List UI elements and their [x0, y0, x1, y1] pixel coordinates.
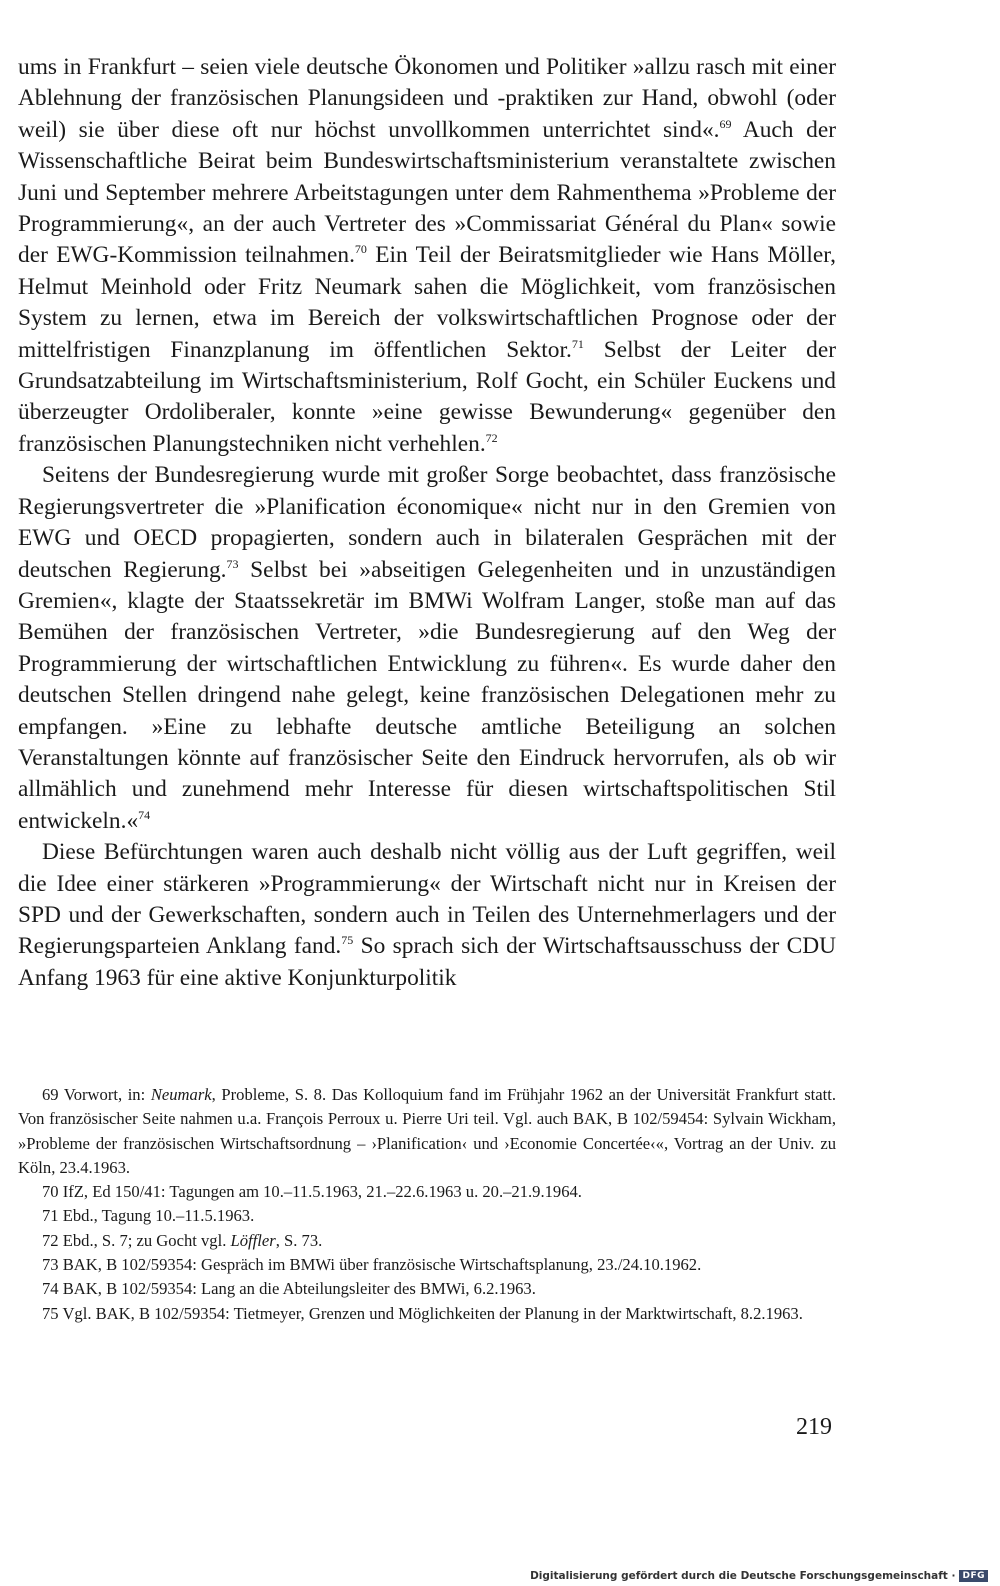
- text-span: ums in Frankfurt – seien viele deutsche Ökonomen und Politiker »allzu rasch mit einer Ablehnung der französischen Planungsideen und -praktiken zur Hand, obwohl (oder weil) sie über diese oft nur höchst unvollkommen unterrichtet sind«.: [18, 54, 836, 143]
- paragraph-3: [18, 837, 836, 994]
- main-text: [18, 52, 836, 994]
- footnote-number: 72: [42, 1230, 59, 1250]
- text-span: Diese Befürchtungen waren auch deshalb nicht völlig aus der Luft gegriffen, weil die Idee einer stärkeren »Programmierung« der Wirtschaft nicht nur in Kreisen der SPD und der Gewerkschaften, sondern auch in Teilen des Unternehmerlagers und der Regierungsparteien Anklang fand.: [18, 839, 836, 960]
- footnote-text: , Probleme, S. 8. Das Kolloquium fand im Frühjahr 1962 an der Universität Frankfurt statt. Von französischer Seite nahmen u.a. François Perroux u. Pierre Uri teil. Vgl. auch BAK, B 102/59454: Sylvain Wickham, »Probleme der französischen Wirtschaftsordnung – ›Planification‹ und ›Economie Concertée‹«, Vortrag an der Univ. zu Köln, 23.4.1963.: [18, 1085, 836, 1177]
- footnote-number: 74: [42, 1279, 59, 1299]
- footnote-74: [18, 1277, 836, 1301]
- footnote-71: [18, 1204, 836, 1228]
- text-span: Selbst bei »abseitigen Gelegenheiten und in unzuständigen Gremien«, klagte der Staatssekretär im BMWi Wolfram Langer, stoße man auf das Bemühen der französischen Vertreter, »die Bundesregierung auf den Weg der Programmierung der wirtschaftlichen Entwicklung zu führen«. Es wurde daher den deutschen Stellen dringend nahe gelegt, keine französischen Delegationen mehr zu empfangen. »Eine zu lebhafte deutsche amtliche Beteiligung an solchen Veranstaltungen könnte auf französischer Seite den Eindruck hervorrufen, als ob wir allmählich und zunehmend mehr Interesse für diesen wirtschaftspolitischen Stil entwickeln.«: [18, 556, 836, 834]
- footnote-number: 71: [42, 1206, 59, 1226]
- footnote-70: [18, 1180, 836, 1204]
- footnote-text: Ebd., S. 7; zu Gocht vgl.: [58, 1230, 231, 1250]
- footnote-ref-74: 74: [138, 807, 151, 822]
- dfg-notice-text: Digitalisierung gefördert durch die Deutsche Forschungsgemeinschaft ·: [530, 1570, 956, 1582]
- footnote-ref-71: 71: [571, 336, 584, 351]
- footnote-author: Neumark: [150, 1085, 212, 1104]
- footnote-text: Vgl. BAK, B 102/59354: Tietmeyer, Grenzen und Möglichkeiten der Planung in der Marktwirtschaft, 8.2.1963.: [58, 1303, 803, 1323]
- paragraph-2: [18, 460, 836, 837]
- text-span: Selbst der Leiter der Grundsatzabteilung im Wirtschaftsministerium, Rolf Gocht, ein Schüler Euckens und überzeugter Ordoliberaler, konnte »eine gewisse Bewunderung« gegenüber den französischen Planungstechniken nicht verhehlen.: [18, 336, 836, 457]
- footnote-text: Ebd., Tagung 10.–11.5.1963.: [58, 1206, 255, 1226]
- footnote-ref-70: 70: [354, 242, 367, 257]
- footnotes: [18, 1083, 836, 1326]
- footnote-ref-73: 73: [226, 556, 239, 571]
- page-number: 219: [796, 1414, 832, 1440]
- footnote-text: , S. 73.: [275, 1230, 323, 1250]
- footnote-number: 75: [42, 1303, 59, 1323]
- footnote-ref-69: 69: [719, 116, 732, 131]
- page-body: [18, 52, 836, 994]
- footnote-number: 69: [42, 1085, 59, 1104]
- footnote-73: [18, 1253, 836, 1277]
- footnote-ref-75: 75: [341, 933, 354, 948]
- footnote-text: Vorwort, in:: [58, 1085, 151, 1104]
- text-span: Seitens der Bundesregierung wurde mit großer Sorge beobachtet, dass französische Regierungsvertreter die »Planification économique« nicht nur in den Gremien von EWG und OECD propagierten, sondern auch in bilateralen Gesprächen mit der deutschen Regierung.: [18, 462, 836, 583]
- footnote-75: [18, 1302, 836, 1326]
- text-span: So sprach sich der Wirtschaftsausschuss der CDU Anfang 1963 für eine aktive Konjunkturpolitik: [18, 933, 836, 991]
- footnote-text: BAK, B 102/59354: Lang an die Abteilungsleiter des BMWi, 6.2.1963.: [58, 1279, 536, 1299]
- footnote-72: [18, 1229, 836, 1253]
- footnote-author: Löffler: [230, 1230, 276, 1250]
- text-span: Auch der Wissenschaftliche Beirat beim Bundeswirtschaftsministerium veranstaltete zwischen Juni und September mehrere Arbeitstagungen unter dem Rahmenthema »Probleme der Programmierung«, an der auch Vertreter des »Commissariat Général du Plan« sowie der EWG-Kommission teilnahmen.: [18, 116, 836, 269]
- paragraph-1: [18, 52, 836, 460]
- text-span: Ein Teil der Beiratsmitglieder wie Hans Möller, Helmut Meinhold oder Fritz Neumark sahen die Möglichkeit, vom französischen System zu lernen, etwa im Bereich der volkswirtschaftlichen Prognose oder der mittelfristigen Finanzplanung im öffentlichen Sektor.: [18, 242, 836, 363]
- footnote-number: 73: [42, 1255, 59, 1275]
- dfg-notice: [530, 1570, 988, 1582]
- dfg-logo-icon: DFG: [959, 1570, 988, 1582]
- footnote-ref-72: 72: [485, 430, 498, 445]
- footnote-number: 70: [42, 1182, 59, 1202]
- footnote-text: IfZ, Ed 150/41: Tagungen am 10.–11.5.1963, 21.–22.6.1963 u. 20.–21.9.1964.: [58, 1182, 582, 1202]
- footnote-69: [18, 1083, 836, 1180]
- footnote-text: BAK, B 102/59354: Gespräch im BMWi über französische Wirtschaftsplanung, 23./24.10.1962.: [58, 1255, 702, 1275]
